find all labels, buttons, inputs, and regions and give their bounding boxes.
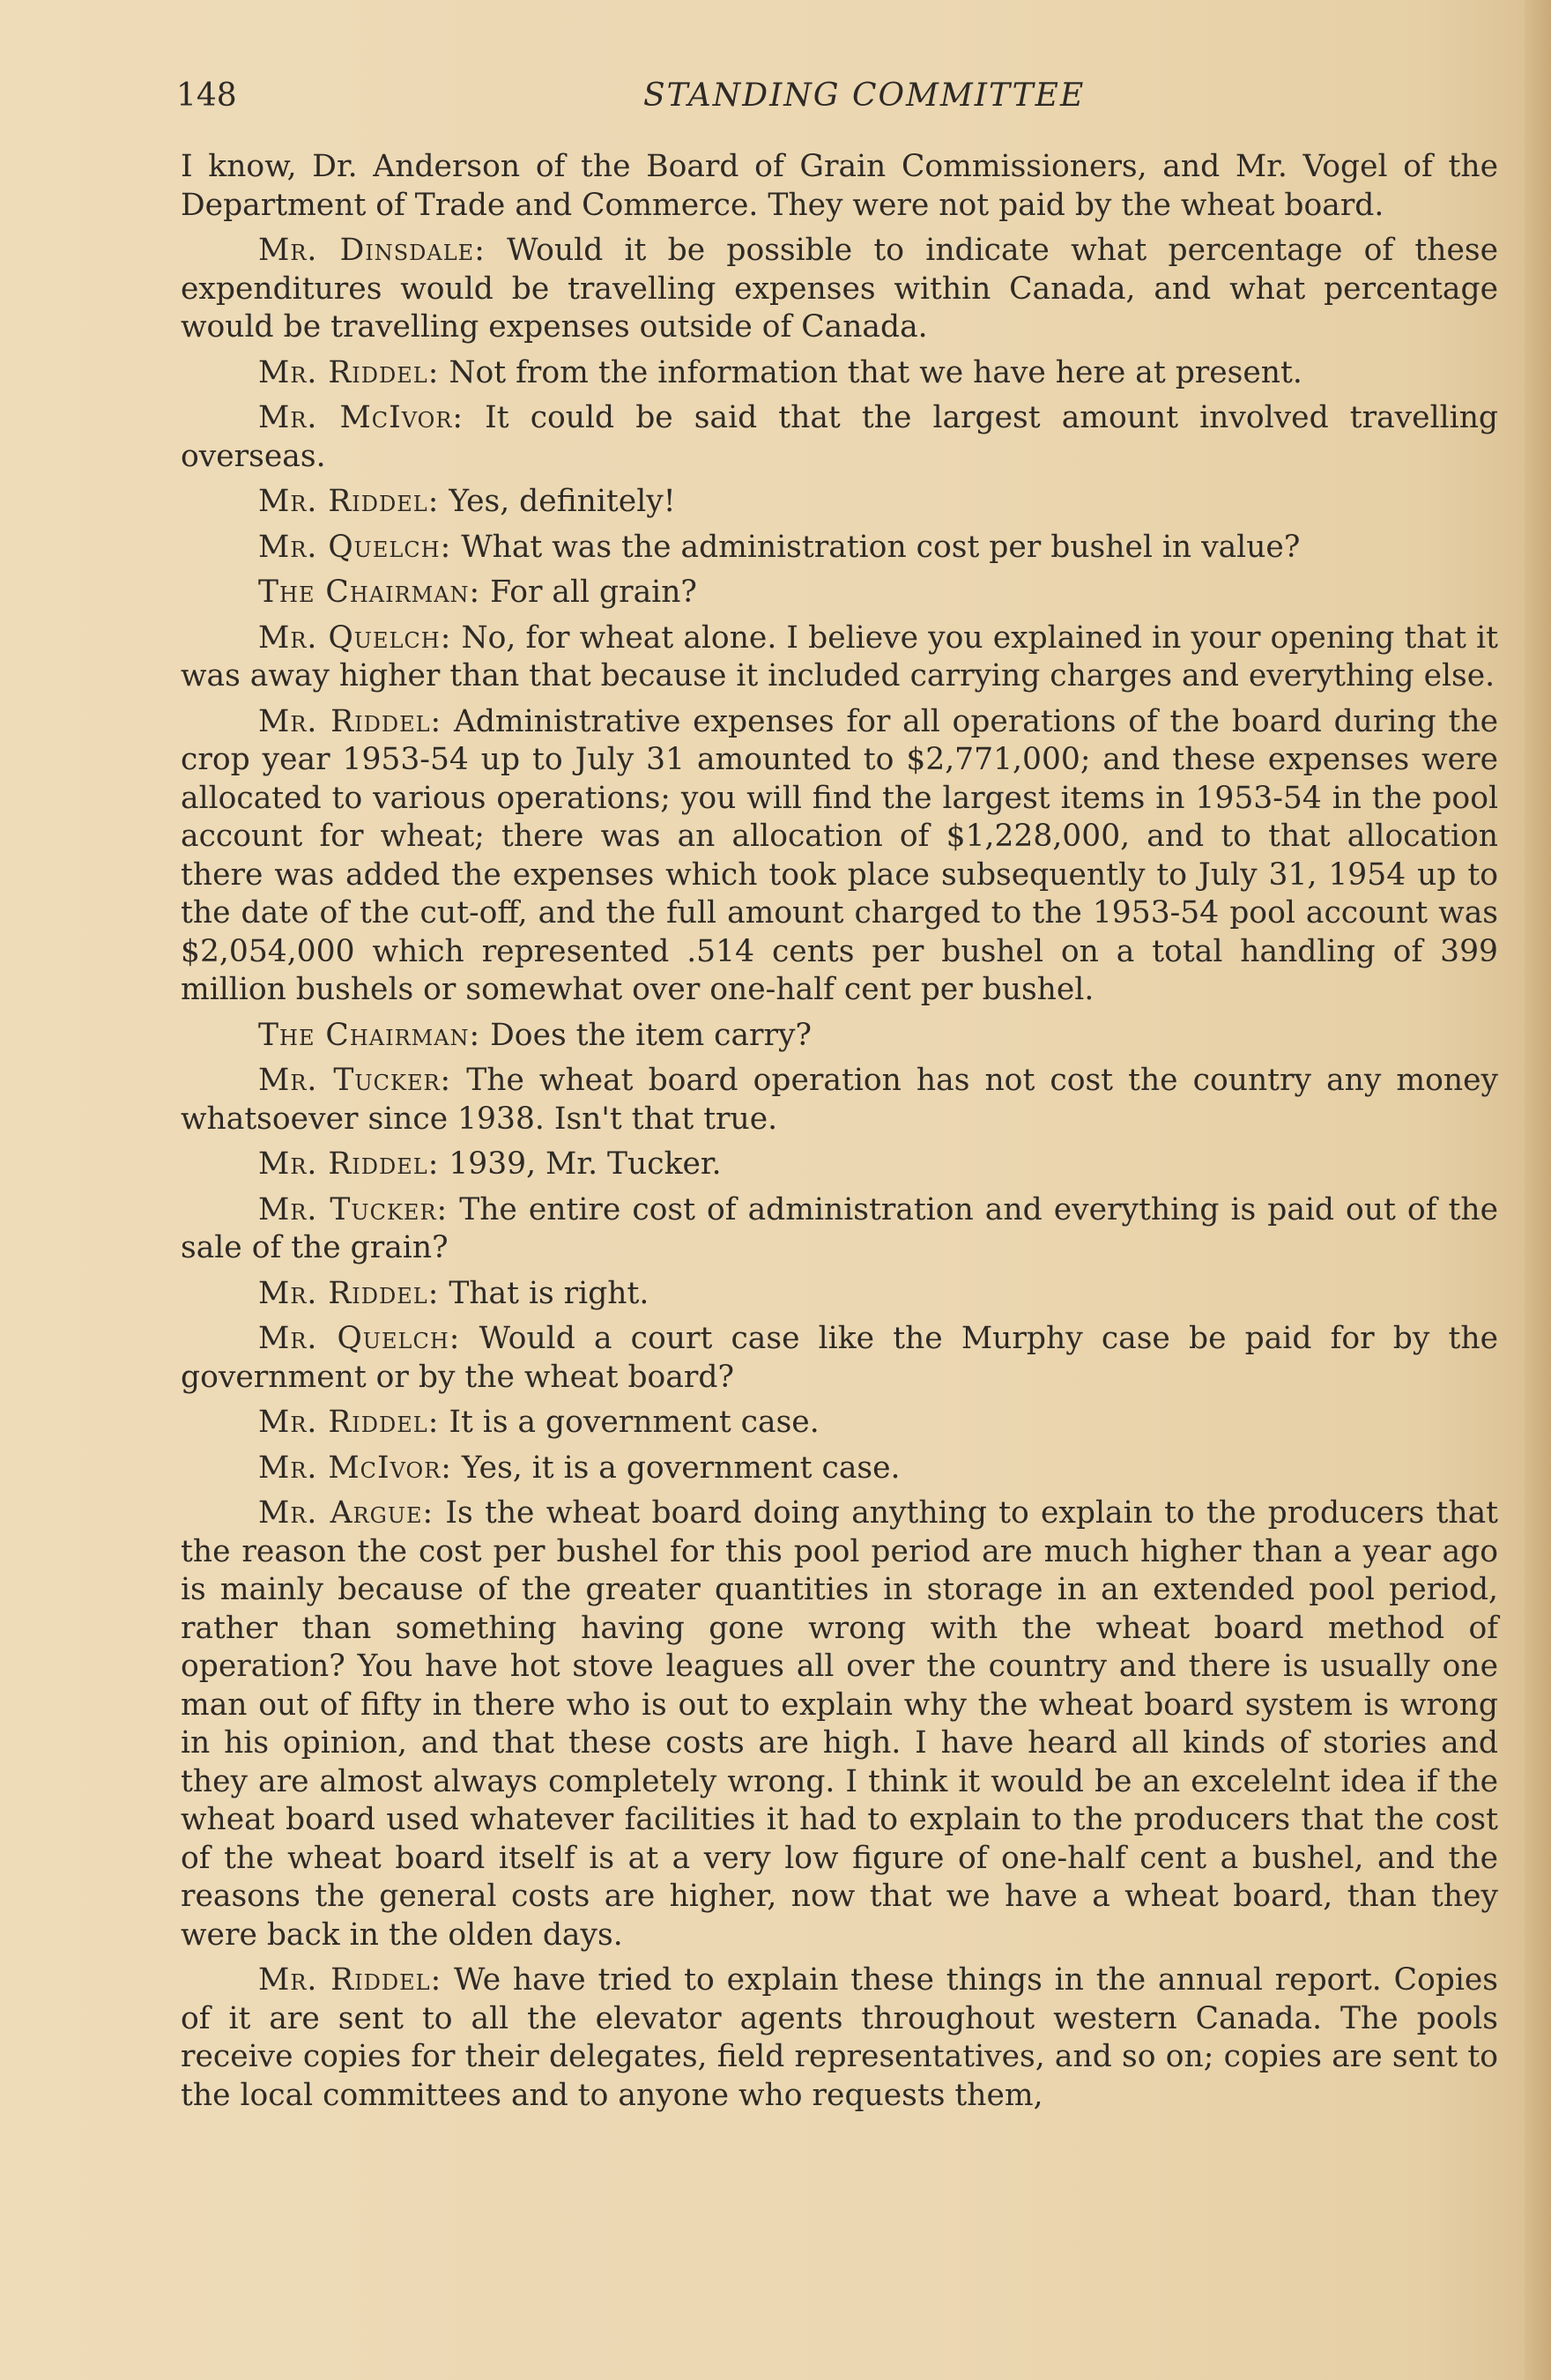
paragraph-text: That is right. xyxy=(449,1275,649,1311)
paragraph-text: I know, Dr. Anderson of the Board of Grain Commissioners, and Mr. Vogel of the Department of Trade and Commerce. They were not paid by the wheat board. xyxy=(181,149,1498,223)
paragraph xyxy=(181,619,1498,696)
paragraph xyxy=(181,529,1498,567)
running-head: STANDING COMMITTEE xyxy=(643,78,1086,114)
speaker-name: Mr. Dinsdale: xyxy=(258,233,486,268)
paragraph xyxy=(181,1191,1498,1268)
speaker-name: Mr. Quelch: xyxy=(258,1321,461,1356)
paragraph-text: Would a court case like the Murphy case be paid for by the government or by the wheat board? xyxy=(181,1321,1498,1395)
paragraph-text: For all grain? xyxy=(490,575,697,610)
paragraph xyxy=(181,232,1498,347)
speaker-name: The Chairman: xyxy=(258,575,481,610)
paragraph-text: We have tried to explain these things in the annual report. Copies of it are sent to all the elevator agents throughout western Canada. The pools receive copies for their delegates, field representatives, and so on; copies are sent to the local committees and to anyone who requests them, xyxy=(181,1962,1499,2113)
speaker-name: Mr. Quelch: xyxy=(258,529,452,565)
paragraph xyxy=(181,1275,1498,1314)
paragraph xyxy=(181,1017,1498,1056)
speaker-name: Mr. Argue: xyxy=(258,1495,434,1531)
paragraph xyxy=(181,1961,1498,2115)
paragraph-text: Is the wheat board doing anything to explain to the producers that the reason the cost per bushel for this pool period are much higher than a year ago is mainly because of the greater quantities in storage in an extended pool period, rather than something having gone wrong with the wheat board method of operation? You have hot stove leagues all over the country and there is usually one man out of fifty in there who is out to explain why the wheat board system is wrong in his opinion, and that these costs are high. I have heard all kinds of stories and they are almost always completely wrong. I think it would be an excelelnt idea if the wheat board used whatever facilities it had to explain to the producers that the cost of the wheat board itself is at a very low figure of one-half cent a bushel, and the reasons the general costs are higher, now that we have a wheat board, than they were back in the olden days. xyxy=(181,1495,1499,1953)
speaker-name: Mr. Riddel: xyxy=(258,1405,440,1440)
paragraph xyxy=(181,1450,1498,1488)
speaker-name: Mr. McIvor: xyxy=(258,1450,452,1486)
paragraph-text: Yes, it is a government case. xyxy=(461,1450,901,1486)
paragraph xyxy=(181,1404,1498,1442)
speaker-name: Mr. Riddel: xyxy=(258,703,442,739)
paragraph-text: The entire cost of administration and everything is paid out of the sale of the grain? xyxy=(181,1191,1499,1265)
paragraph-text: Administrative expenses for all operations of the board during the crop year 1953-54 up to July 31 amounted to $2,771,000; and these expenses were allocated to various operations; you will find the largest items in 1953-54 in the pool account for wheat; there was an allocation of $1,228,000, and to that allocation there was added the expenses which took place subsequently to July 31, 1954 up to the date of the cut-off, and the full amount charged to the 1953-54 pool account was $2,054,000 which represented .514 cents per bushel on a total handling of 399 million bushels or somewhat over one-half cent per bushel. xyxy=(181,703,1498,1007)
paragraph-text: Does the item carry? xyxy=(490,1017,812,1053)
paragraph xyxy=(181,1320,1498,1397)
paragraph xyxy=(181,1494,1498,1954)
speaker-name: Mr. Tucker: xyxy=(258,1191,449,1227)
paragraph xyxy=(181,1146,1498,1184)
paragraph-text: It is a government case. xyxy=(449,1405,820,1440)
paragraph-text: No, for wheat alone. I believe you explained in your opening that it was away higher than that because it included carrying charges and everything else. xyxy=(181,619,1499,693)
speaker-name: Mr. Riddel: xyxy=(258,1275,440,1311)
paragraph-text: What was the administration cost per bushel in value? xyxy=(461,529,1301,565)
page-number: 148 xyxy=(176,78,237,114)
paragraph xyxy=(181,148,1498,225)
speaker-name: Mr. Tucker: xyxy=(258,1063,452,1098)
paragraph-text: Would it be possible to indicate what percentage of these expenditures would be travelling expenses within Canada, and what percentage would be travelling expenses outside of Canada. xyxy=(181,233,1498,345)
paragraph-text: The wheat board operation has not cost the country any money whatsoever since 1938. Isn't that true. xyxy=(181,1063,1499,1137)
paragraph-text: It could be said that the largest amount involved travelling overseas. xyxy=(181,400,1498,474)
speaker-name: Mr. Riddel: xyxy=(258,484,440,519)
speaker-name: Mr. Riddel: xyxy=(258,354,440,390)
paragraph xyxy=(181,574,1498,612)
paragraph-text: Not from the information that we have here at present. xyxy=(449,354,1302,390)
paragraph xyxy=(181,703,1498,1010)
speaker-name: Mr. Riddel: xyxy=(258,1146,440,1182)
body-text xyxy=(181,148,1498,2122)
speaker-name: Mr. McIvor: xyxy=(258,400,464,435)
paragraph-text: 1939, Mr. Tucker. xyxy=(449,1146,722,1182)
paragraph xyxy=(181,1062,1498,1138)
paragraph xyxy=(181,354,1498,393)
speaker-name: Mr. Riddel: xyxy=(258,1962,442,1998)
speaker-name: Mr. Quelch: xyxy=(258,619,452,656)
page-header xyxy=(176,78,1498,122)
speaker-name: The Chairman: xyxy=(258,1017,481,1053)
paragraph xyxy=(181,399,1498,476)
paragraph-text: Yes, definitely! xyxy=(449,484,676,519)
paragraph xyxy=(181,483,1498,522)
page-edge xyxy=(1525,0,1551,2380)
